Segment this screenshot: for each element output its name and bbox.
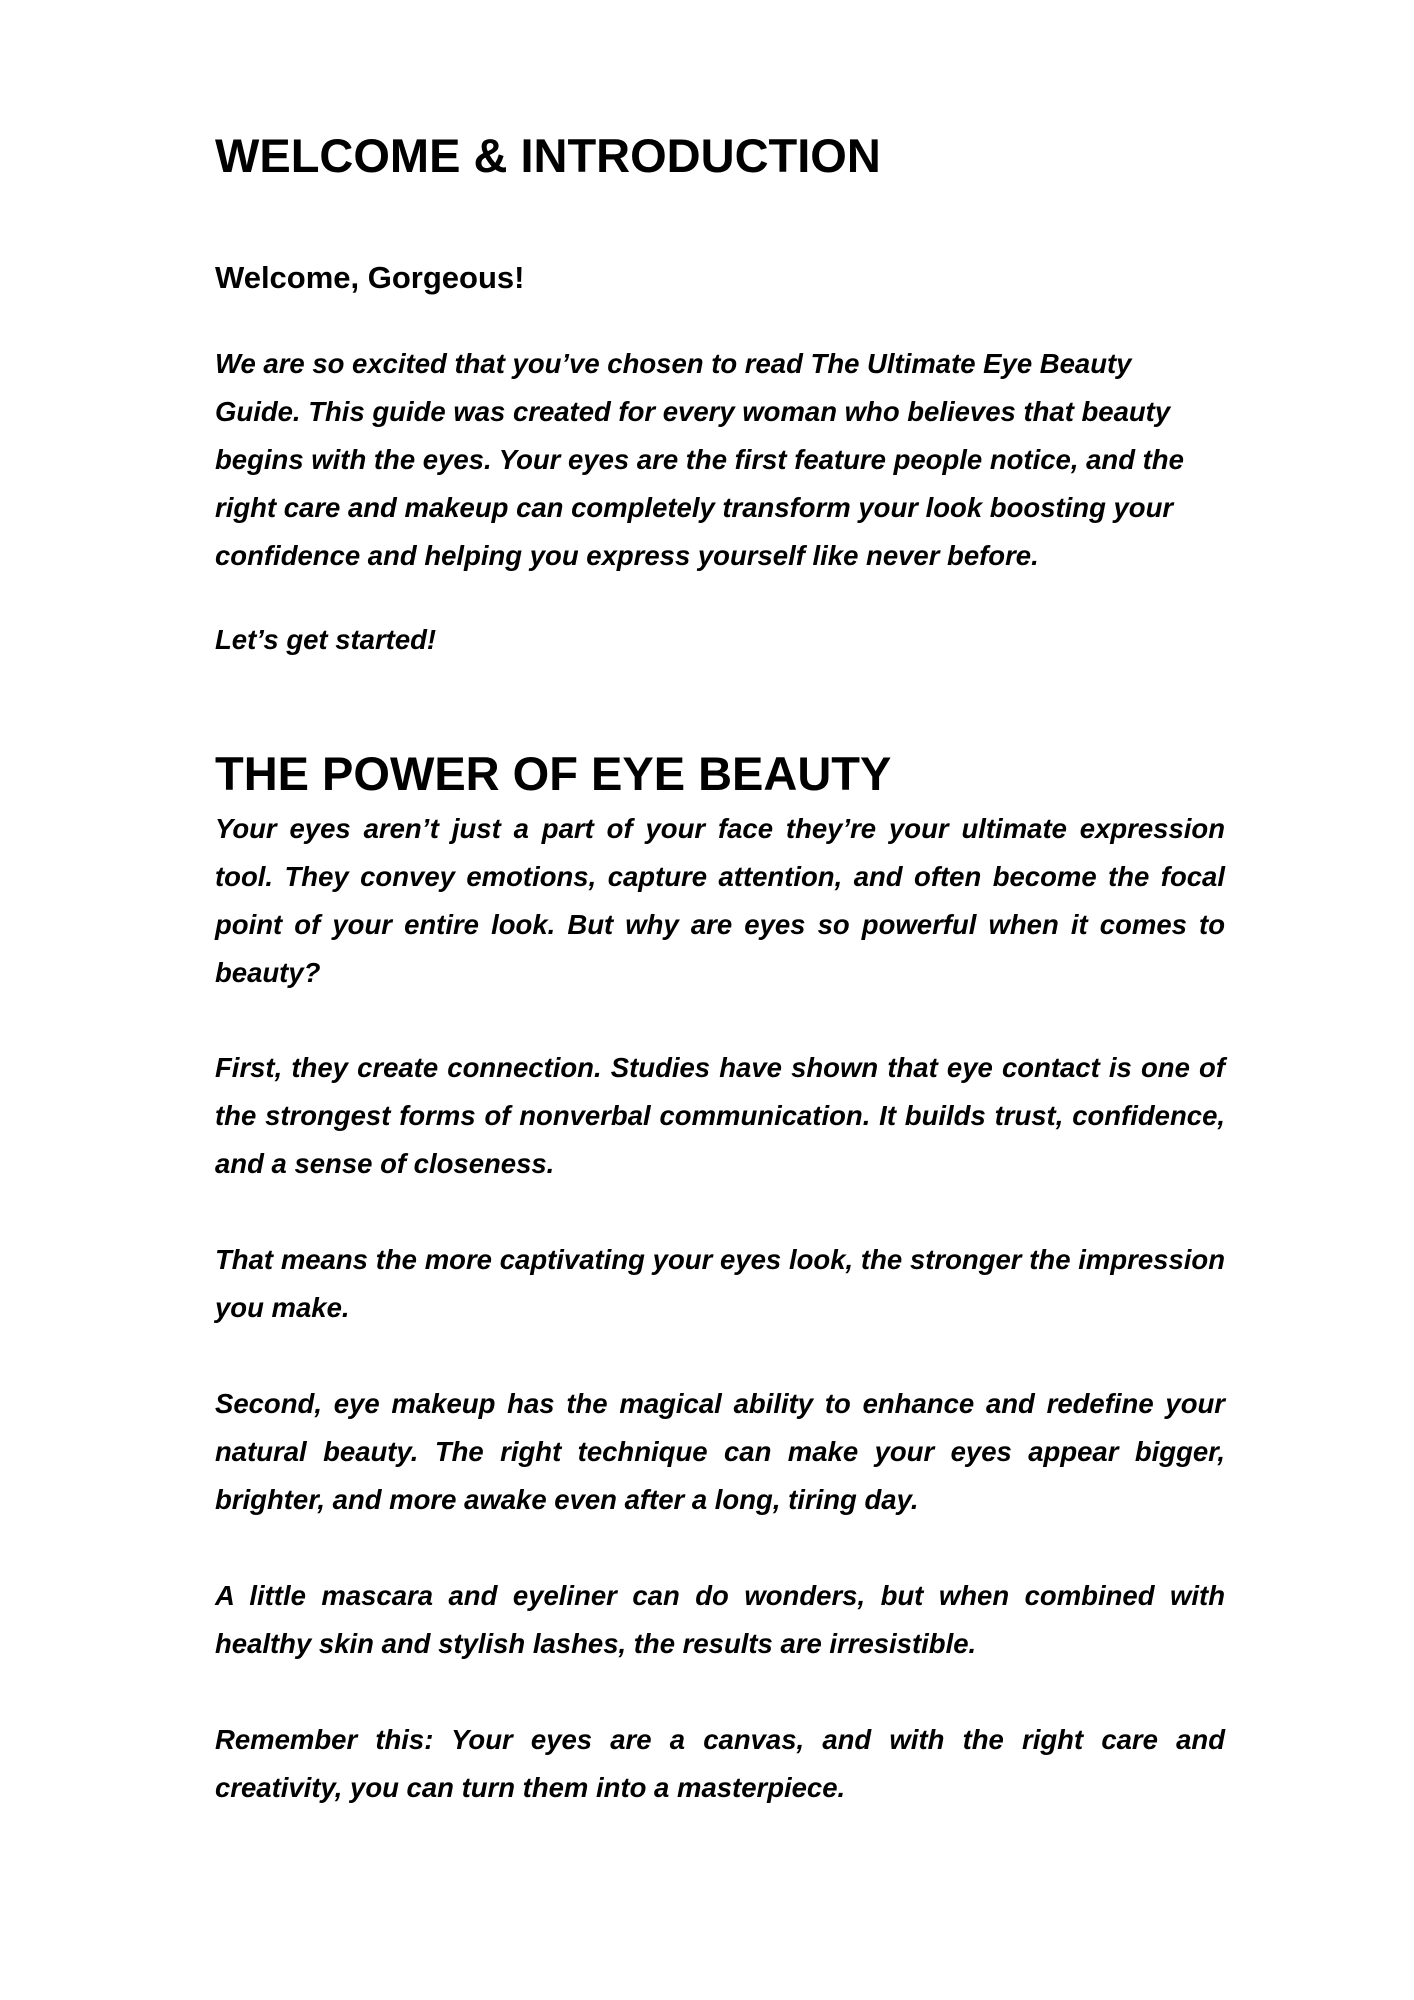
power-paragraph-1: Your eyes aren’t just a part of your face they’re your ultimate expression tool. They convey emotions, capture attention, and often become the focal point of your entire look. But why are eyes so powerful when it comes to beauty? (215, 813, 1225, 988)
intro-paragraph: We are so excited that you’ve chosen to read The Ultimate Eye Beauty Guide. This guide was created for every woman who believes that beauty begins with the eyes. Your eyes are the first feature people notice, and the right care and makeup can completely transform your look boosting your confidence and helping you express yourself like never before. (215, 348, 1184, 571)
power-paragraph-6: Remember this: Your eyes are a canvas, and with the right care and creativity, you can turn them into a masterpiece. (215, 1724, 1225, 1803)
power-paragraph-4: Second, eye makeup has the magical ability to enhance and redefine your natural beauty. The right technique can make your eyes appear bigger, brighter, and more awake even after a long, tiring day. (215, 1388, 1225, 1515)
power-paragraph-5: A little mascara and eyeliner can do wonders, but when combined with healthy skin and stylish lashes, the results are irresistible. (215, 1580, 1225, 1659)
power-paragraph-3: That means the more captivating your eyes look, the stronger the impression you make. (215, 1244, 1225, 1323)
welcome-subheading: Welcome, Gorgeous! (215, 260, 525, 295)
section-heading-power-of-eye-beauty: THE POWER OF EYE BEAUTY (215, 747, 892, 800)
intro-closing-line: Let’s get started! (215, 624, 437, 655)
power-paragraph-2: First, they create connection. Studies have shown that eye contact is one of the strongest forms of nonverbal communication. It builds trust, confidence, and a sense of closeness. (215, 1052, 1225, 1179)
section-heading-welcome-introduction: WELCOME & INTRODUCTION (215, 129, 881, 182)
